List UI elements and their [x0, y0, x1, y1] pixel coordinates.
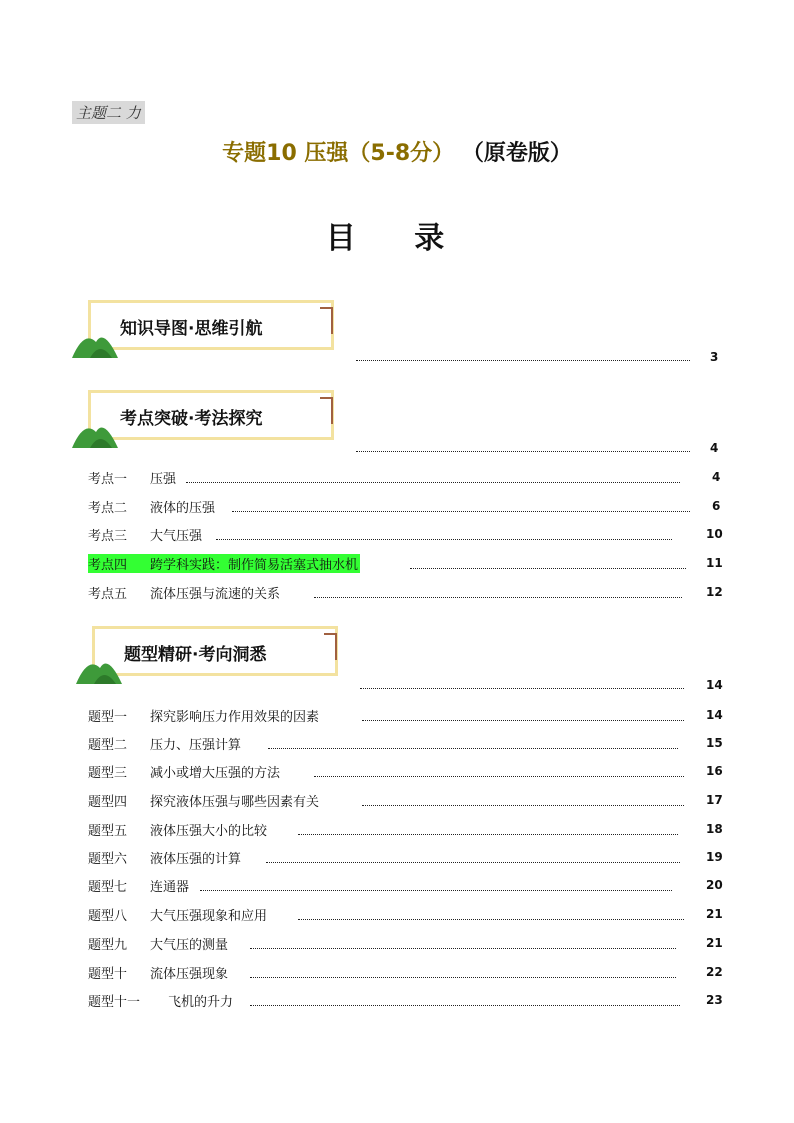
entry-text: 减小或增大压强的方法 [150, 766, 281, 781]
leader-dots [356, 451, 690, 452]
section-banner-tixing[interactable] [82, 626, 342, 678]
entry-key: 考点二 [88, 501, 128, 516]
entry-key: 题型三 [88, 766, 128, 781]
entry-key: 题型五 [88, 824, 128, 839]
entry-text: 液体的压强 [150, 501, 216, 516]
toc-entry[interactable] [88, 734, 728, 754]
entry-key: 题型十一 [88, 995, 141, 1010]
page-number: 4 [710, 441, 719, 455]
toc-entry[interactable] [88, 762, 728, 782]
page-number: 14 [706, 708, 723, 722]
entry-key: 题型六 [88, 852, 128, 867]
toc-entry[interactable] [88, 876, 728, 896]
toc-entry[interactable] [88, 497, 728, 517]
entry-text: 大气压强现象和应用 [150, 909, 268, 924]
page-number: 12 [706, 585, 723, 599]
entry-text: 液体压强的计算 [150, 852, 242, 867]
hills-icon [72, 324, 118, 358]
hills-icon [76, 650, 122, 684]
toc-entry[interactable] [88, 791, 728, 811]
toc-entry[interactable] [88, 991, 728, 1011]
entry-key: 题型七 [88, 880, 128, 895]
entry-text: 大气压强 [150, 529, 203, 544]
entry-key: 题型九 [88, 938, 128, 953]
toc-heading: 目 录 [325, 221, 469, 256]
leader-dots [250, 948, 676, 949]
leader-dots [362, 720, 684, 721]
page-number: 6 [712, 499, 721, 513]
page-number: 18 [706, 822, 723, 836]
page-number: 10 [706, 527, 723, 541]
entry-text: 压强 [150, 472, 177, 487]
entry-key: 题型十 [88, 967, 128, 982]
page-number: 14 [706, 678, 723, 692]
document-title [0, 136, 794, 167]
page-number: 21 [706, 936, 723, 950]
entry-key: 考点五 [88, 587, 128, 602]
toc-entry[interactable] [88, 963, 728, 983]
section-banner-mindmap[interactable] [78, 300, 338, 352]
toc-entry[interactable] [88, 848, 728, 868]
entry-text: 液体压强大小的比较 [150, 824, 268, 839]
page-number: 17 [706, 793, 723, 807]
section-label: 题型精研·考向洞悉 [124, 645, 267, 665]
toc-entry[interactable] [88, 820, 728, 840]
page-number: 23 [706, 993, 723, 1007]
leader-dots [362, 805, 684, 806]
entry-key: 题型一 [88, 710, 128, 725]
toc-entry[interactable] [88, 905, 728, 925]
page-number: 15 [706, 736, 723, 750]
page-number: 11 [706, 556, 723, 570]
leader-dots [410, 568, 686, 569]
section-banner-kaodian[interactable] [78, 390, 338, 442]
toc-entry[interactable] [88, 934, 728, 954]
entry-key: 题型二 [88, 738, 128, 753]
entry-text: 压力、压强计算 [150, 738, 242, 753]
page-number: 22 [706, 965, 723, 979]
page-number: 20 [706, 878, 723, 892]
toc-entry[interactable] [88, 468, 728, 488]
toc-entry-highlighted[interactable] [88, 554, 728, 574]
leader-dots [314, 597, 682, 598]
leader-dots [298, 919, 684, 920]
leader-dots [266, 862, 680, 863]
entry-text: 跨学科实践：制作简易活塞式抽水机 [150, 554, 360, 573]
page-number: 3 [710, 350, 719, 364]
leader-dots [298, 834, 678, 835]
page-number: 16 [706, 764, 723, 778]
title-edition: （原卷版） [461, 141, 572, 166]
entry-key: 考点三 [88, 529, 128, 544]
leader-dots [268, 748, 678, 749]
page-number: 19 [706, 850, 723, 864]
leader-dots [250, 977, 676, 978]
leader-dots [250, 1005, 680, 1006]
toc-entry[interactable] [88, 525, 728, 545]
toc-entry[interactable] [88, 583, 728, 603]
corner-mark-icon [320, 306, 336, 336]
page-number: 21 [706, 907, 723, 921]
entry-text: 飞机的升力 [168, 995, 234, 1010]
entry-text: 流体压强现象 [150, 967, 229, 982]
hills-icon [72, 414, 118, 448]
page-number: 4 [712, 470, 721, 484]
entry-text: 探究影响压力作用效果的因素 [150, 710, 320, 725]
toc-entry[interactable] [88, 706, 728, 726]
corner-mark-icon [320, 396, 336, 426]
section-label: 考点突破·考法探究 [120, 409, 263, 429]
leader-dots [314, 776, 684, 777]
entry-text: 探究液体压强与哪些因素有关 [150, 795, 320, 810]
entry-text: 流体压强与流速的关系 [150, 587, 281, 602]
entry-key: 题型八 [88, 909, 128, 924]
leader-dots [356, 360, 690, 361]
leader-dots [186, 482, 680, 483]
corner-mark-icon [324, 632, 340, 662]
entry-key: 题型四 [88, 795, 128, 810]
leader-dots [232, 511, 690, 512]
leader-dots [200, 890, 672, 891]
topic-tag: 主题二 力 [72, 101, 145, 124]
title-main: 专题10 压强（5-8分） [222, 141, 455, 166]
entry-text: 大气压的测量 [150, 938, 229, 953]
leader-dots [360, 688, 684, 689]
entry-key: 考点一 [88, 472, 128, 487]
leader-dots [216, 539, 672, 540]
entry-text: 连通器 [150, 880, 190, 895]
section-label: 知识导图·思维引航 [120, 319, 263, 339]
entry-key: 考点四 [88, 554, 150, 573]
